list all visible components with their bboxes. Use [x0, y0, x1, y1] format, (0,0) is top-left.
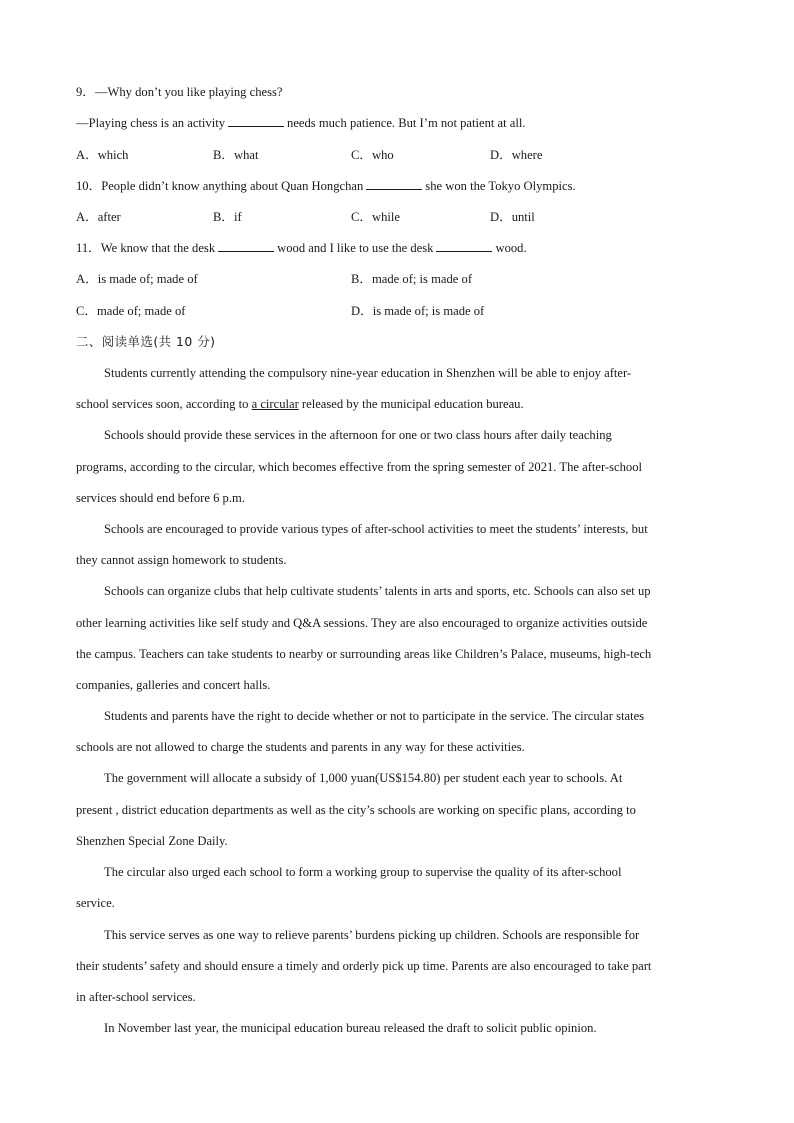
passage-p1-line2: [76, 396, 734, 412]
passage-p3-line1: Schools are encouraged to provide various types of after-school activities to meet the students’ interests, but: [104, 522, 648, 536]
answer-blank: [436, 240, 492, 252]
underlined-phrase: a circular: [251, 397, 299, 411]
question-9-reply-start: —Playing chess is an activity: [76, 116, 226, 130]
passage-p2-line3: services should end before 6 p.m.: [76, 491, 245, 505]
passage-p7-line2: service.: [76, 896, 115, 910]
passage-p6-line1: The government will allocate a subsidy of 1,000 yuan(US$154.80) per student each year to schools. At: [104, 771, 623, 785]
passage-p9-line1: In November last year, the municipal education bureau released the draft to solicit public opinion.: [104, 1021, 597, 1035]
passage-p6-line2: present , district education departments as well as the city’s schools are working on specific plans, according to: [76, 803, 636, 817]
passage-p4-line3: the campus. Teachers can take students to nearby or surrounding areas like Children’s Palace, museums, high-tech: [76, 647, 652, 661]
passage-text: school services soon, according to: [76, 397, 252, 411]
q9-option-d: D．where: [490, 148, 543, 162]
q9-option-b: B．what: [213, 148, 259, 162]
q9-option-c: C．who: [351, 148, 394, 162]
question-9-stem: 9．—Why don’t you like playing chess?: [76, 85, 283, 99]
answer-blank: [366, 178, 422, 190]
q10-option-d: D．until: [490, 210, 535, 224]
passage-p5-line2: schools are not allowed to charge the students and parents in any way for these activities.: [76, 740, 525, 754]
passage-p7-line1: The circular also urged each school to form a working group to supervise the quality of its after-school: [104, 865, 622, 879]
question-9-reply-end: needs much patience. But I’m not patient at all.: [287, 116, 526, 130]
q11-option-a: A．is made of; made of: [76, 272, 198, 286]
question-11-stem-end: wood.: [495, 241, 527, 255]
passage-p6-line3: Shenzhen Special Zone Daily.: [76, 834, 228, 848]
q11-option-c: C．made of; made of: [76, 304, 186, 318]
section-title: 二、阅读单选(共 10 分): [76, 334, 216, 349]
question-11-stem-middle: wood and I like to use the desk: [277, 241, 434, 255]
question-10-stem-start: 10．People didn’t know anything about Quan Hongchan: [76, 179, 364, 193]
q11-option-d: D．is made of; is made of: [351, 304, 485, 318]
question-10-stem: [76, 178, 734, 194]
answer-blank: [218, 240, 274, 252]
q11-option-b: B．made of; is made of: [351, 272, 473, 286]
q9-option-a: A．which: [76, 148, 129, 162]
passage-p2-line2: programs, according to the circular, which becomes effective from the spring semester of 2021. The after-school: [76, 460, 642, 474]
question-11-stem-start: 11．We know that the desk: [76, 241, 216, 255]
passage-p4-line2: other learning activities like self study and Q&A sessions. They are also encouraged to organize activities outside: [76, 616, 648, 630]
passage-text: released by the municipal education bureau.: [298, 397, 524, 411]
passage-p2-line1: Schools should provide these services in the afternoon for one or two class hours after daily teaching: [104, 428, 612, 442]
question-10-stem-end: she won the Tokyo Olympics.: [425, 179, 576, 193]
passage-p4-line4: companies, galleries and concert halls.: [76, 678, 271, 692]
q10-option-c: C．while: [351, 210, 400, 224]
passage-p5-line1: Students and parents have the right to decide whether or not to participate in the service. The circular states: [104, 709, 645, 723]
passage-p1-line1: Students currently attending the compulsory nine-year education in Shenzhen will be able to enjoy after-: [104, 366, 632, 380]
passage-p8-line1: This service serves as one way to relieve parents’ burdens picking up children. Schools are responsible for: [104, 928, 640, 942]
q10-option-a: A．after: [76, 210, 121, 224]
passage-p4-line1: Schools can organize clubs that help cultivate students’ talents in arts and sports, etc. Schools can also set up: [104, 584, 651, 598]
answer-blank: [228, 115, 284, 127]
question-9-reply: [76, 115, 734, 131]
passage-p3-line2: they cannot assign homework to students.: [76, 553, 287, 567]
passage-p8-line3: in after-school services.: [76, 990, 196, 1004]
question-11-stem: [76, 240, 734, 256]
passage-p8-line2: their students’ safety and should ensure a timely and orderly pick up time. Parents are also encouraged to take part: [76, 959, 652, 973]
q10-option-b: B．if: [213, 210, 242, 224]
